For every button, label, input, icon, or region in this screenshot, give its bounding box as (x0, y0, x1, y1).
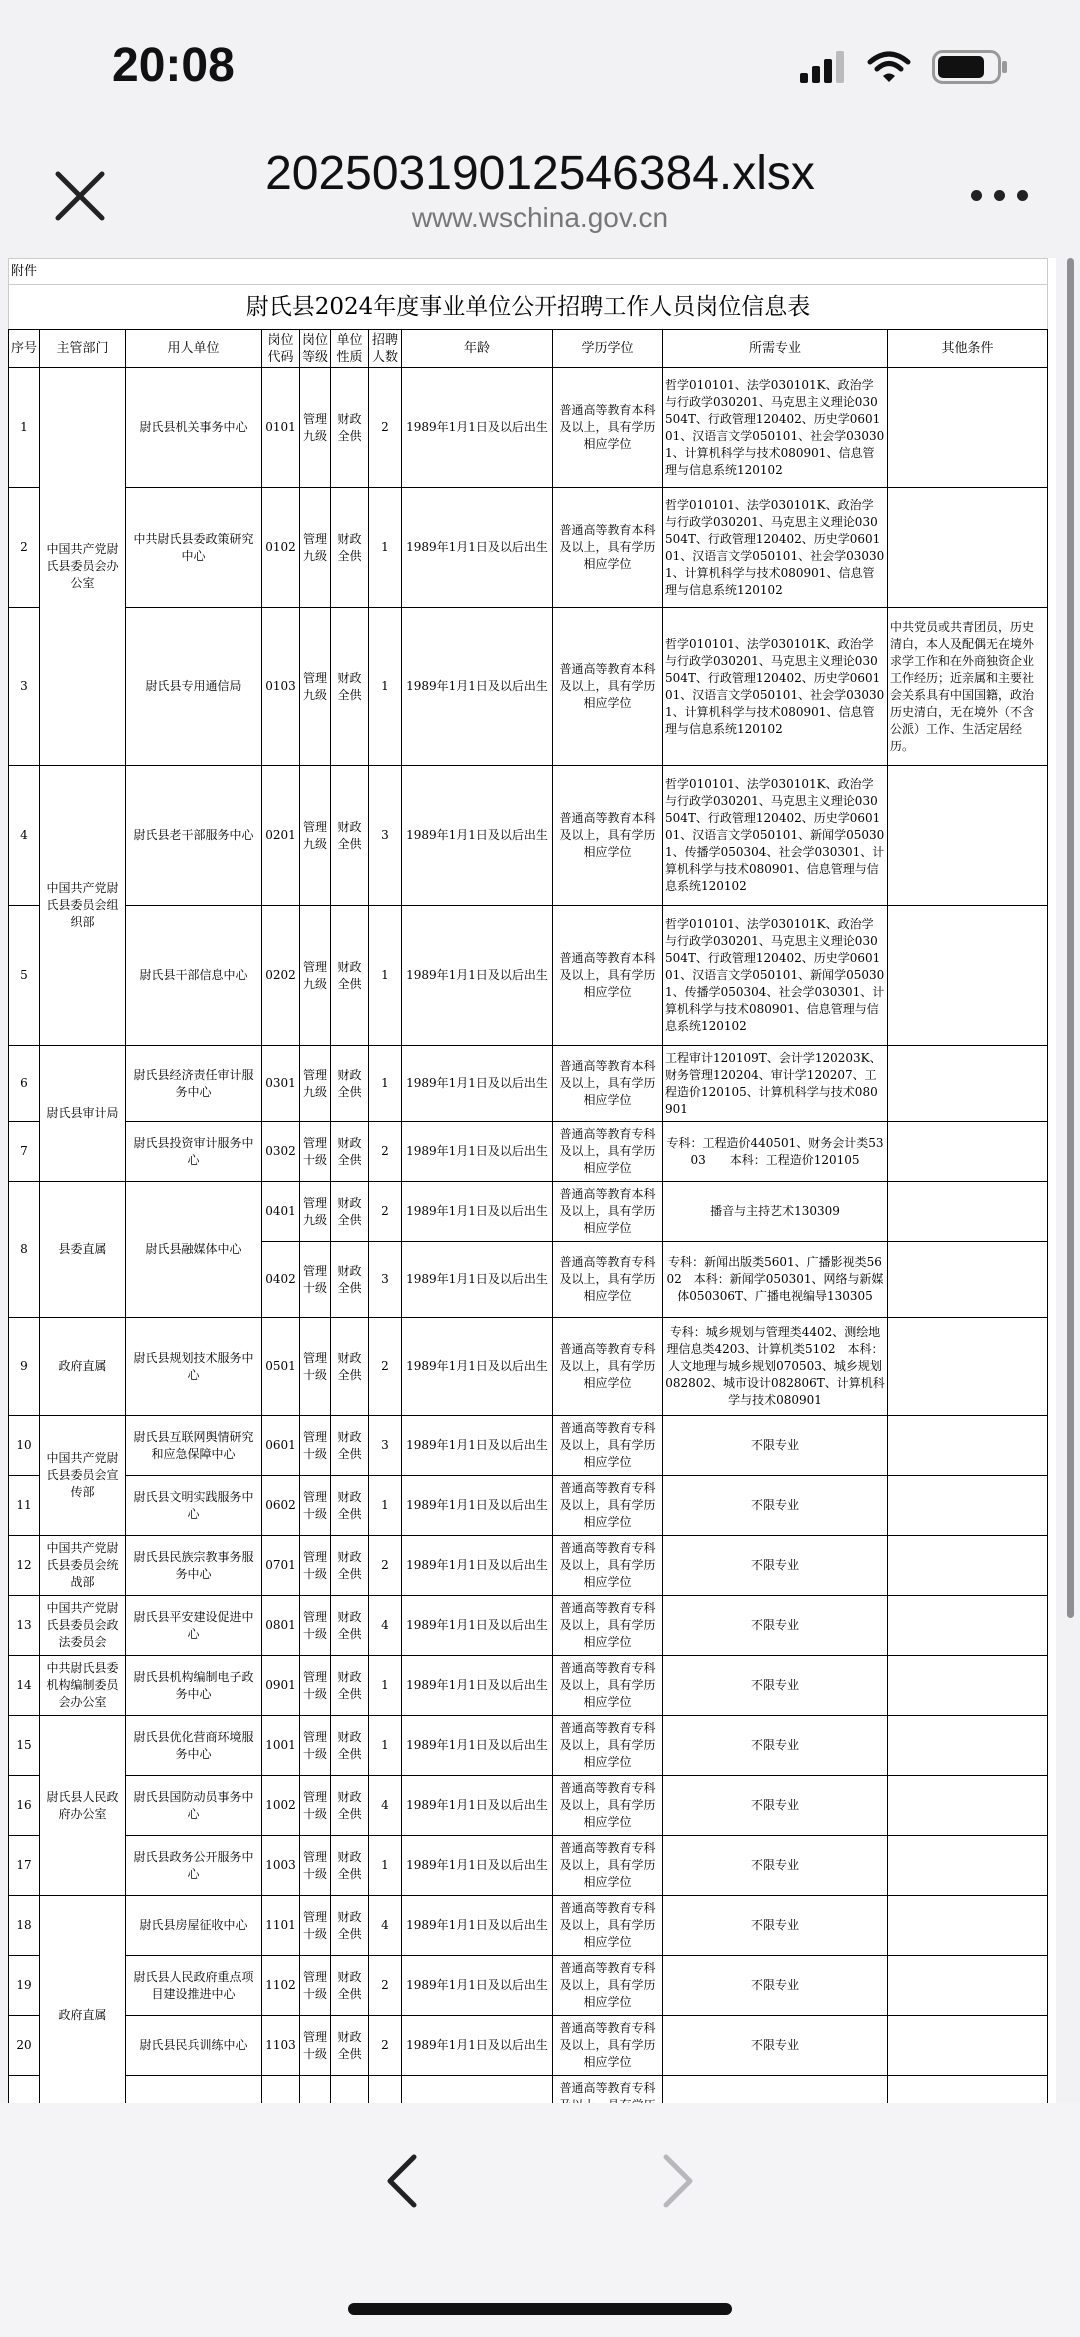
cell-count: 4 (369, 1596, 402, 1656)
cell-other (888, 368, 1048, 488)
table-row (9, 1416, 1048, 1476)
header-row (9, 330, 1048, 368)
cell-count: 1 (369, 1656, 402, 1716)
cell-code: 0701 (262, 1536, 300, 1596)
cell-edu: 普通高等教育专科 (553, 2076, 663, 2136)
status-icons (800, 50, 1008, 84)
cell-edu: 普通高等教育本科及以上，具有学历相应学位 (553, 368, 663, 488)
col-header: 主管部门 (40, 330, 126, 368)
cell-age: 1989年1月1日及以后出生 (402, 488, 553, 608)
bottom-toolbar (0, 2103, 1080, 2337)
cell-major: 不限专业 (663, 1596, 888, 1656)
cell-other (888, 2016, 1048, 2076)
cell-level: 管理九级 (300, 488, 331, 608)
cell-level: 管理九级 (300, 766, 331, 906)
cell-edu: 普通高等教育本科及以上，具有学历相应学位 (553, 906, 663, 1046)
cell-no: 12 (9, 1536, 40, 1596)
cell-count: 3 (369, 1416, 402, 1476)
cell-no: 5 (9, 906, 40, 1046)
cell-no: 6 (9, 1046, 40, 1122)
cell-other (888, 1242, 1048, 1318)
cell-unit: 尉氏县融媒体中心 (126, 1182, 262, 1318)
source-domain: www.wschina.gov.cn (411, 202, 669, 233)
cell-age: 1989年1月1日及以后出生 (402, 1776, 553, 1836)
cell-level: 管理九级 (300, 368, 331, 488)
cell-unit: 尉氏县房屋征收中心 (126, 1896, 262, 1956)
cell-level: 管理十级 (300, 1776, 331, 1836)
cell-no: 14 (9, 1656, 40, 1716)
cell-count: 1 (369, 1716, 402, 1776)
cell-age: 1989年1月1日及以后出生 (402, 368, 553, 488)
cell-major: 不限专业 (663, 1416, 888, 1476)
cell-code: 0101 (262, 368, 300, 488)
cell-level: 管理十级 (300, 1416, 331, 1476)
cell-level: 管理十级 (300, 1122, 331, 1182)
cell-edu: 普通高等教育专科及以上，具有学历相应学位 (553, 1716, 663, 1776)
attachment-label: 附件 (9, 259, 1048, 285)
signal-icon (800, 51, 846, 83)
cell-edu: 普通高等教育本科及以上，具有学历相应学位 (553, 766, 663, 906)
cell-level: 管理十级 (300, 2016, 331, 2076)
cell-level: 管理十级 (300, 1476, 331, 1536)
cell-unit: 中共尉氏县委政策研究中心 (126, 488, 262, 608)
cell-other (888, 1956, 1048, 2016)
cell-major: 哲学010101、法学030101K、政治学与行政学030201、马克思主义理论030504T、行政管理120402、历史学060101、汉语言文学050101、社会学030301、计算机科学与技术080901、信息管理与信息系统120102 (663, 608, 888, 766)
cell-fund: 财政全供 (331, 368, 369, 488)
cell-fund: 财政全供 (331, 1716, 369, 1776)
cell-code: 0602 (262, 1476, 300, 1536)
cell-count: 3 (369, 1242, 402, 1318)
cell-other: 中共党员或共青团员，历史清白，本人及配偶无在境外求学工作和在外商独资企业工作经历；近亲属和主要社会关系具有中国国籍，政治历史清白，无在境外（不含公派）工作、生活定居经历。 (888, 608, 1048, 766)
cell-unit: 尉氏县民族宗教事务服务中心 (126, 1536, 262, 1596)
cell-no: 18 (9, 1896, 40, 1956)
cell-level: 管理十级 (300, 1596, 331, 1656)
cell-code: 0601 (262, 1416, 300, 1476)
cell-major: 不限专业 (663, 1836, 888, 1896)
wifi-icon (868, 51, 910, 83)
cell-other (888, 1896, 1048, 1956)
cell-no: 13 (9, 1596, 40, 1656)
cell-level: 管理九级 (300, 608, 331, 766)
cell-level: 管理九级 (300, 906, 331, 1046)
cell-major: 工程审计120109T、会计学120203K、财务管理120204、审计学120207、工程造价120105、计算机科学与技术080901 (663, 1046, 888, 1122)
cell-age: 1989年1月1日及以后出生 (402, 906, 553, 1046)
cell-edu: 普通高等教育专科及以上，具有学历相应学位 (553, 1122, 663, 1182)
cell-edu: 普通高等教育专科及以上，具有学历相应学位 (553, 1318, 663, 1416)
cell-age: 1989年1月1日及以后出生 (402, 1536, 553, 1596)
cell-fund: 财政全供 (331, 1416, 369, 1476)
cell-age: 1989年1月1日及以后出生 (402, 766, 553, 906)
cell-edu: 普通高等教育本科及以上，具有学历相应学位 (553, 488, 663, 608)
cell-age: 1989年1月1日及以后出生 (402, 1656, 553, 1716)
cell-major: 不限专业 (663, 1716, 888, 1776)
cell-no: 4 (9, 766, 40, 906)
table-row (9, 488, 1048, 608)
cell-unit: 尉氏县老干部服务中心 (126, 766, 262, 906)
table-row (9, 1836, 1048, 1896)
table-row (9, 1596, 1048, 1656)
cell-fund: 财政全供 (331, 488, 369, 608)
cell-level: 管理十级 (300, 1956, 331, 2016)
cell-edu: 普通高等教育专科及以上，具有学历相应学位 (553, 1836, 663, 1896)
cell-code: 0302 (262, 1122, 300, 1182)
cell-major: 哲学010101、法学030101K、政治学与行政学030201、马克思主义理论030504T、行政管理120402、历史学060101、汉语言文学050101、社会学030301、计算机科学与技术080901、信息管理与信息系统120102 (663, 488, 888, 608)
col-header: 岗位等级 (300, 330, 331, 368)
status-bar (0, 0, 1080, 140)
recruitment-table (8, 258, 1048, 2136)
cell-major: 专科：城乡规划与管理类4402、测绘地理信息类4203、计算机类5102 本科：人文地理与城乡规划070503、城乡规划082802、城市设计082806T、计算机科学与技术080901 (663, 1318, 888, 1416)
cell-unit: 尉氏县投资审计服务中心 (126, 1122, 262, 1182)
scrollbar[interactable] (1067, 258, 1074, 1618)
cell-dept: 中共尉氏县委机构编制委员会办公室 (40, 1656, 126, 1716)
table-row (9, 1318, 1048, 1416)
cell-level: 管理九级 (300, 1182, 331, 1242)
table-row (9, 1046, 1048, 1122)
cell-unit: 尉氏县文明实践服务中心 (126, 1476, 262, 1536)
battery-icon (932, 50, 1008, 84)
cell-no: 15 (9, 1716, 40, 1776)
cell-major: 播音与主持艺术130309 (663, 1182, 888, 1242)
cell-age: 1989年1月1日及以后出生 (402, 1716, 553, 1776)
cell-edu: 普通高等教育专科及以上，具有学历相应学位 (553, 1656, 663, 1716)
cell-code: 0501 (262, 1318, 300, 1416)
cell-code: 1102 (262, 1956, 300, 2016)
cell-unit: 尉氏县优化营商环境服务中心 (126, 1716, 262, 1776)
cell-unit: 尉氏县平安建设促进中心 (126, 1596, 262, 1656)
cell-major: 不限专业 (663, 1776, 888, 1836)
cell-no: 10 (9, 1416, 40, 1476)
cell-age: 1989年1月1日及以后出生 (402, 1122, 553, 1182)
home-indicator (348, 2303, 732, 2315)
cell-code: 0102 (262, 488, 300, 608)
cell-age: 1989年1月1日及以后出生 (402, 1182, 553, 1242)
cell-fund: 财政全供 (331, 1318, 369, 1416)
cell-no: 11 (9, 1476, 40, 1536)
col-header: 招聘人数 (369, 330, 402, 368)
cell-other (888, 1536, 1048, 1596)
cell-unit: 尉氏县经济责任审计服务中心 (126, 1046, 262, 1122)
cell-edu: 普通高等教育专科及以上，具有学历相应学位 (553, 1896, 663, 1956)
cell-age: 1989年1月1日及以后出生 (402, 1046, 553, 1122)
cell-other (888, 1656, 1048, 1716)
forward-arrow-icon[interactable] (654, 2151, 702, 2211)
cell-other (888, 1476, 1048, 1536)
cell-major: 哲学010101、法学030101K、政治学与行政学030201、马克思主义理论030504T、行政管理120402、历史学060101、汉语言文学050101、社会学030301、计算机科学与技术080901、信息管理与信息系统120102 (663, 368, 888, 488)
cell-unit: 尉氏县干部信息中心 (126, 906, 262, 1046)
table-row (9, 1476, 1048, 1536)
cell-major: 专科：新闻出版类5601、广播影视类5602 本科：新闻学050301、网络与新媒体050306T、广播电视编导130305 (663, 1242, 888, 1318)
cell-major: 不限专业 (663, 1536, 888, 1596)
cell-unit: 尉氏县机构编制电子政务中心 (126, 1656, 262, 1716)
table-row (9, 1536, 1048, 1596)
cell-dept: 尉氏县人民政府办公室 (40, 1716, 126, 1896)
cell-level: 管理十级 (300, 1896, 331, 1956)
cell-unit: 尉氏县规划技术服务中心 (126, 1318, 262, 1416)
cell-count: 2 (369, 1122, 402, 1182)
cell-count: 4 (369, 1896, 402, 1956)
cell-other (888, 1046, 1048, 1122)
cell-dept: 县委直属 (40, 1182, 126, 1318)
cell-fund: 财政全供 (331, 1836, 369, 1896)
cell-level: 管理十级 (300, 1242, 331, 1318)
cell-age: 1989年1月1日及以后出生 (402, 1836, 553, 1896)
table-row (9, 368, 1048, 488)
cell-code: 1103 (262, 2016, 300, 2076)
cell-edu: 普通高等教育专科及以上，具有学历相应学位 (553, 1242, 663, 1318)
cell-code: 1002 (262, 1776, 300, 1836)
col-header: 单位性质 (331, 330, 369, 368)
cell-other (888, 906, 1048, 1046)
cell-no: 3 (9, 608, 40, 766)
cell-age: 1989年1月1日及以后出生 (402, 1956, 553, 2016)
cell-unit: 尉氏县互联网舆情研究和应急保障中心 (126, 1416, 262, 1476)
cell-level: 管理十级 (300, 1656, 331, 1716)
cell-dept: 中国共产党尉氏县委员会办公室 (40, 368, 126, 766)
cell-count: 1 (369, 1836, 402, 1896)
status-time: 20:08 (112, 39, 235, 92)
cell-other (888, 1716, 1048, 1776)
cell-no: 2 (9, 488, 40, 608)
table-row (9, 1776, 1048, 1836)
cell-major: 哲学010101、法学030101K、政治学与行政学030201、马克思主义理论030504T、行政管理120402、历史学060101、汉语言文学050101、新闻学050301、传播学050304、社会学030301、计算机科学与技术080901、信息管理与信息系统120102 (663, 906, 888, 1046)
cell-dept: 政府直属 (40, 1318, 126, 1416)
cell-major: 专科：工程造价440501、财务会计类5303 本科：工程造价120105 (663, 1122, 888, 1182)
cell-fund: 财政全供 (331, 1476, 369, 1536)
table-row (9, 1122, 1048, 1182)
cell-age: 1989年1月1日及以后出生 (402, 2016, 553, 2076)
col-header: 序号 (9, 330, 40, 368)
cell-fund: 财政全供 (331, 906, 369, 1046)
cell-age: 1989年1月1日及以后出生 (402, 1896, 553, 1956)
file-name: 20250319012546384.xlsx (265, 147, 815, 200)
cell-code: 0402 (262, 1242, 300, 1318)
cell-age: 1989年1月1日及以后出生 (402, 1416, 553, 1476)
cell-code: 0202 (262, 906, 300, 1046)
cell-other (888, 1318, 1048, 1416)
cell-edu: 普通高等教育专科及以上，具有学历相应学位 (553, 1596, 663, 1656)
cell-major: 不限专业 (663, 1956, 888, 2016)
cell-count: 4 (369, 1776, 402, 1836)
spreadsheet-view[interactable] (8, 258, 1056, 2103)
col-header: 其他条件 (888, 330, 1048, 368)
table-row (9, 608, 1048, 766)
table-row (9, 1896, 1048, 1956)
cell-level: 管理十级 (300, 1836, 331, 1896)
cell-unit: 尉氏县国防动员事务中心 (126, 1776, 262, 1836)
col-header: 所需专业 (663, 330, 888, 368)
cell-edu: 普通高等教育专科及以上，具有学历相应学位 (553, 1956, 663, 2016)
cell-count: 3 (369, 766, 402, 906)
cell-count: 1 (369, 1476, 402, 1536)
cell-other (888, 1596, 1048, 1656)
cell-other (888, 1836, 1048, 1896)
table-row (9, 906, 1048, 1046)
cell-other (888, 1182, 1048, 1242)
cell-unit: 尉氏县机关事务中心 (126, 368, 262, 488)
cell-major: 不限专业 (663, 1476, 888, 1536)
table-row (9, 1182, 1048, 1242)
cell-dept: 尉氏县审计局 (40, 1046, 126, 1182)
cell-count: 2 (369, 1182, 402, 1242)
cell-other (888, 1416, 1048, 1476)
document-header (0, 140, 1080, 250)
table-row (9, 2016, 1048, 2076)
cell-count: 1 (369, 488, 402, 608)
cell-age: 1989年1月1日及以后出生 (402, 1476, 553, 1536)
cell-age: 1989年1月1日及以后出生 (402, 1318, 553, 1416)
cell-no: 8 (9, 1182, 40, 1318)
cell-other (888, 488, 1048, 608)
cell-dept: 政府直属 (40, 1896, 126, 2136)
cell-code: 0401 (262, 1182, 300, 1242)
cell-fund: 财政全供 (331, 1046, 369, 1122)
cell-fund: 财政全供 (331, 2016, 369, 2076)
cell-edu: 普通高等教育专科及以上，具有学历相应学位 (553, 2016, 663, 2076)
cell-count: 2 (369, 2016, 402, 2076)
col-header: 用人单位 (126, 330, 262, 368)
cell-dept: 中国共产党尉氏县委员会宣传部 (40, 1416, 126, 1536)
cell-count: 1 (369, 608, 402, 766)
cell-edu: 普通高等教育本科及以上，具有学历相应学位 (553, 1182, 663, 1242)
cell-unit: 尉氏县民兵训练中心 (126, 2016, 262, 2076)
col-header: 年龄 (402, 330, 553, 368)
cell-other (888, 766, 1048, 906)
cell-no: 9 (9, 1318, 40, 1416)
cell-edu: 普通高等教育专科及以上，具有学历相应学位 (553, 1416, 663, 1476)
cell-edu: 普通高等教育本科及以上，具有学历相应学位 (553, 1046, 663, 1122)
cell-edu: 普通高等教育专科及以上，具有学历相应学位 (553, 1536, 663, 1596)
cell-fund: 财政全供 (331, 1122, 369, 1182)
cell-other (888, 1776, 1048, 1836)
cell-age: 1989年1月1日及以后出生 (402, 608, 553, 766)
cell-edu: 普通高等教育本科及以上，具有学历相应学位 (553, 608, 663, 766)
cell-no: 20 (9, 2016, 40, 2076)
table-row (9, 1956, 1048, 2016)
cell-dept: 中国共产党尉氏县委员会组织部 (40, 766, 126, 1046)
cell-fund: 财政全供 (331, 608, 369, 766)
cell-other (888, 1122, 1048, 1182)
col-header: 岗位代码 (262, 330, 300, 368)
table-row (9, 1716, 1048, 1776)
cell-edu: 普通高等教育专科及以上，具有学历相应学位 (553, 1776, 663, 1836)
cell-code: 0301 (262, 1046, 300, 1122)
cell-count: 2 (369, 368, 402, 488)
cell-code: 0801 (262, 1596, 300, 1656)
cell-level: 管理十级 (300, 1536, 331, 1596)
cell-no: 17 (9, 1836, 40, 1896)
cell-code: 1003 (262, 1836, 300, 1896)
cell-no: 7 (9, 1122, 40, 1182)
cell-count: 2 (369, 1956, 402, 2016)
cell-major: 不限专业 (663, 1656, 888, 1716)
cell-count: 2 (369, 1536, 402, 1596)
cell-fund: 财政全供 (331, 1242, 369, 1318)
cell-fund: 财政全供 (331, 766, 369, 906)
cell-count: 1 (369, 906, 402, 1046)
cell-unit: 尉氏县人民政府重点项目建设推进中心 (126, 1956, 262, 2016)
cell-dept: 中国共产党尉氏县委员会统战部 (40, 1536, 126, 1596)
cell-major: 不限专业 (663, 2016, 888, 2076)
cell-code: 0901 (262, 1656, 300, 1716)
cell-code: 1101 (262, 1896, 300, 1956)
more-icon[interactable] (971, 190, 1028, 201)
cell-code: 0103 (262, 608, 300, 766)
cell-level: 管理九级 (300, 1046, 331, 1122)
cell-fund: 财政全供 (331, 1656, 369, 1716)
cell-unit: 尉氏县政务公开服务中心 (126, 1836, 262, 1896)
cell-fund: 财政全供 (331, 1536, 369, 1596)
cell-fund: 财政全供 (331, 1896, 369, 1956)
cell-age: 1989年1月1日及以后出生 (402, 1596, 553, 1656)
table-row (9, 1656, 1048, 1716)
cell-edu: 普通高等教育专科及以上，具有学历相应学位 (553, 1476, 663, 1536)
cell-level: 管理十级 (300, 1318, 331, 1416)
cell-no: 1 (9, 368, 40, 488)
cell-dept: 中国共产党尉氏县委员会政法委员会 (40, 1596, 126, 1656)
cell-no: 19 (9, 1956, 40, 2016)
cell-fund: 财政全供 (331, 1596, 369, 1656)
sheet-title: 尉氏县2024年度事业单位公开招聘工作人员岗位信息表 (9, 285, 1048, 330)
cell-fund: 财政全供 (331, 1956, 369, 2016)
cell-age: 1989年1月1日及以后出生 (402, 1242, 553, 1318)
cell-fund: 财政全供 (331, 1182, 369, 1242)
back-arrow-icon[interactable] (378, 2151, 426, 2211)
table-row (9, 766, 1048, 906)
cell-count: 2 (369, 1318, 402, 1416)
cell-code: 1001 (262, 1716, 300, 1776)
cell-code: 0201 (262, 766, 300, 906)
cell-level: 管理十级 (300, 1716, 331, 1776)
cell-count: 1 (369, 1046, 402, 1122)
col-header: 学历学位 (553, 330, 663, 368)
cell-unit: 尉氏县专用通信局 (126, 608, 262, 766)
cell-major: 不限专业 (663, 1896, 888, 1956)
cell-major: 哲学010101、法学030101K、政治学与行政学030201、马克思主义理论030504T、行政管理120402、历史学060101、汉语言文学050101、新闻学050301、传播学050304、社会学030301、计算机科学与技术080901、信息管理与信息系统120102 (663, 766, 888, 906)
cell-no: 16 (9, 1776, 40, 1836)
cell-fund: 财政全供 (331, 1776, 369, 1836)
